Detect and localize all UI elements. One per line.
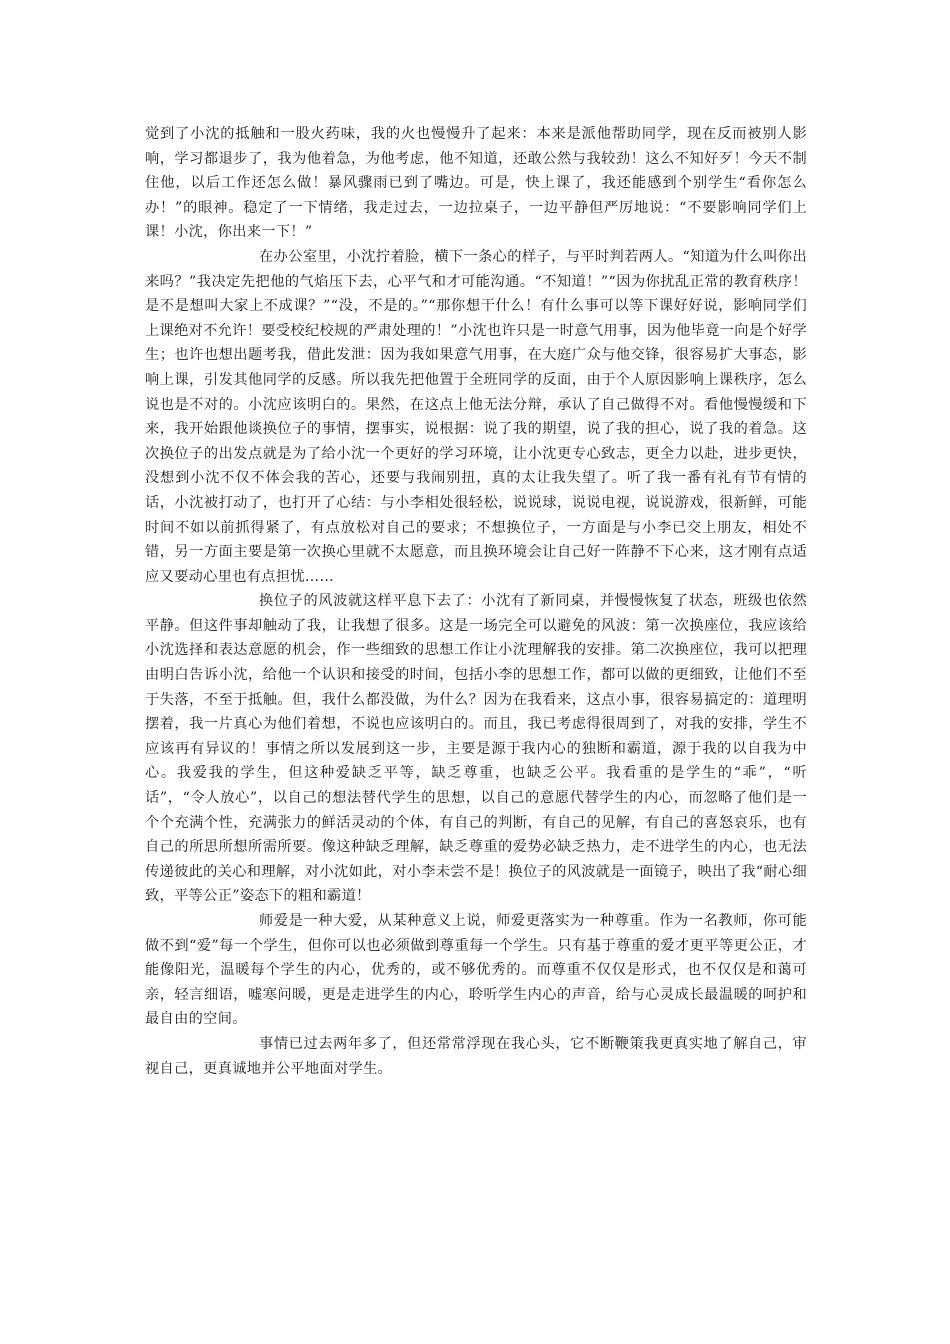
- paragraph-continuation: 觉到了小沈的抵触和一股火药味，我的火也慢慢升了起来：本来是派他帮助同学，现在反而被别人影响，学习都退步了，我为他着急，为他考虑，他不知道，还敢公然与我较劲！这么不知好歹！今天不制住他，以后工作还怎么做！暴风骤雨已到了嘴边。可是，快上课了，我还能感到个别学生“看你怎么办！”的眼神。稳定了一下情绪，我走过去，一边拉桌子，一边平静但严厉地说：“不要影响同学们上课！小沈，你出来一下！”: [145, 126, 807, 241]
- paragraph-reflection: 换位子的风波就这样平息下去了：小沈有了新同桌，并慢慢恢复了状态，班级也依然平静。但这件事却触动了我，让我想了很多。这是一场完全可以避免的风波：第一次换座位，我应该给小沈选择和表达意愿的机会，作一些细致的思想工作让小沈理解我的安排。第二次换座位，我可以把理由明白告诉小沈，给他一个认识和接受的时间，包括小李的思想工作，都可以做的更细致，让他们不至于失落，不至于抵触。但，我什么都没做，为什么？因为在我看来，这点小事，很容易搞定的：道理明摆着，我一片真心为他们着想，不说也应该明白的。而且，我已考虑得很周到了，对我的安排，学生不应该再有异议的！事情之所以发展到这一步，主要是源于我内心的独断和霸道，源于我的以自我为中心。我爱我的学生，但这种爱缺乏平等，缺乏尊重，也缺乏公平。我看重的是学生的“乖”，“听话”，“令人放心”，以自己的想法替代学生的思想，以自己的意愿代替学生的内心，而忽略了他们是一个个充满个性，充满张力的鲜活灵动的个体，有自己的判断，有自己的见解，有自己的喜怒哀乐，也有自己的所思所想所需所要。像这种缺乏理解，缺乏尊重的爱势必缺乏热力，走不进学生的内心，也无法传递彼此的关心和理解，对小沈如此，对小李未尝不是！换位子的风波就是一面镜子，映出了我“耐心细致，平等公正”姿态下的粗和霸道！: [145, 593, 807, 905]
- article-body: [145, 122, 807, 1081]
- paragraph-office-talk: 在办公室里，小沈拧着脸，横下一条心的样子，与平时判若两人。“知道为什么叫你出来吗？”我决定先把他的气焰压下去，心平气和才可能沟通。“不知道！”“因为你扰乱正常的教育秩序！是不是想叫大家上不成课？”“没，不是的。”“那你想干什么！有什么事可以等下课好好说，影响同学们上课绝对不允许！要受校纪校规的严肃处理的！”小沈也许只是一时意气用事，因为他毕竟一向是个好学生；也许也想出题考我，借此发泄：因为我如果意气用事，在大庭广众与他交锋，很容易扩大事态，影响上课，引发其他同学的反感。所以我先把他置于全班同学的反面，由于个人原因影响上课秩序，怎么说也是不对的。小沈应该明白的。果然，在这点上他无法分辩，承认了自己做得不对。看他慢慢缓和下来，我开始跟他谈换位子的事情，摆事实，说根据：说了我的期望，说了我的担心，说了我的着急。这次换位子的出发点就是为了给小沈一个更好的学习环境，让小沈更专心致志，更全力以赴，进步更快，没想到小沈不仅不体会我的苦心，还要与我闹别扭，真的太让我失望了。听了我一番有礼有节有情的话，小沈被打动了，也打开了心结：与小李相处很轻松，说说球，说说电视，说说游戏，很新鲜，可能时间不如以前抓得紧了，有点放松对自己的要求；不想换位子，一方面是与小李已交上朋友，相处不错，另一方面主要是第一次换心里就不太愿意，而且换环境会让自己好一阵静不下心来，这才刚有点适应又要动心里也有点担忧……: [145, 248, 807, 585]
- paragraph-conclusion: 事情已过去两年多了，但还常常浮现在我心头，它不断鞭策我更真实地了解自己，审视自己，更真诚地并公平地面对学生。: [145, 1035, 807, 1077]
- paragraph-teacher-love: 师爱是一种大爱，从某种意义上说，师爱更落实为一种尊重。作为一名教师，你可能做不到“爱”每一个学生，但你可以也必须做到尊重每一个学生。只有基于尊重的爱才更平等更公正，才能像阳光，温暖每个学生的内心，优秀的，或不够优秀的。而尊重不仅仅是形式，也不仅仅是和蔼可亲，轻言细语，嘘寒问暖，更是走进学生的内心，聆听学生内心的声音，给与心灵成长最温暖的呵护和最自由的空间。: [145, 913, 807, 1028]
